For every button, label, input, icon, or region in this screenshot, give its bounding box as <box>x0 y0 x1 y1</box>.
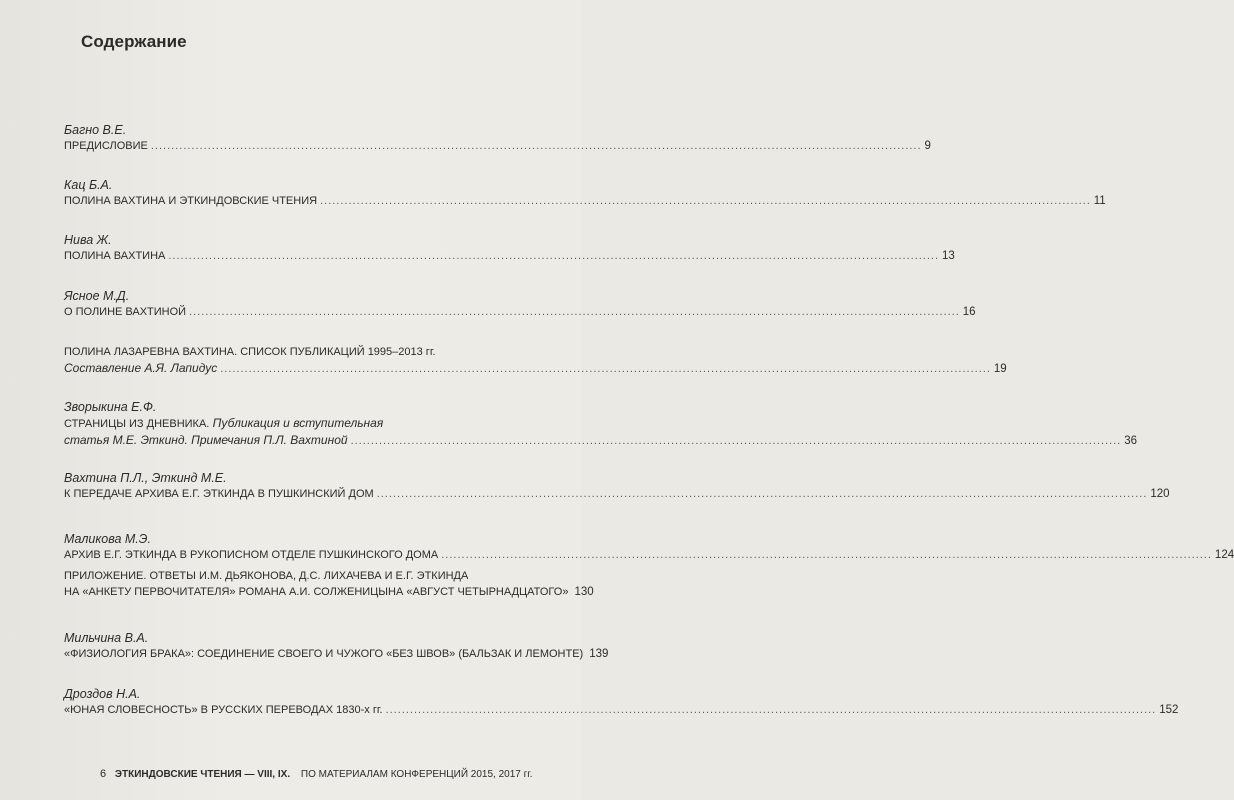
toc-entry <box>64 122 931 154</box>
toc-title: ПРЕДИСЛОВИЕ <box>64 140 148 152</box>
toc-title: НА «АНКЕТУ ПЕРВОЧИТАТЕЛЯ» РОМАНА А.И. СОЛЖЕНИЦЫНА «АВГУСТ ЧЕТЫРНАДЦАТОГО» <box>64 586 569 598</box>
dot-leader <box>386 702 1157 718</box>
toc-page-number: 124 <box>1214 549 1234 561</box>
toc-page-number: 16 <box>962 306 976 318</box>
toc-compiler: Составление А.Я. Лапидус <box>64 361 218 375</box>
toc-title: ПОЛИНА ВАХТИНА И ЭТКИНДОВСКИЕ ЧТЕНИЯ <box>64 195 318 207</box>
footer-subtitle: ПО МАТЕРИАЛАМ КОНФЕРЕНЦИЙ 2015, 2017 гг. <box>300 769 533 780</box>
toc-line[interactable] <box>64 248 955 264</box>
toc-line[interactable] <box>64 432 1138 449</box>
toc-entry <box>64 531 1234 563</box>
toc-author: Маликова М.Э. <box>64 532 151 546</box>
toc-author: Ясное М.Д. <box>64 289 130 303</box>
dot-leader <box>151 138 922 154</box>
footer-page-number: 6 <box>100 768 107 780</box>
toc-entry <box>64 686 1179 718</box>
toc-author: Зворыкина Е.Ф. <box>64 400 157 414</box>
dot-leader <box>189 304 960 320</box>
toc-page-number: 19 <box>993 363 1007 375</box>
toc-entry <box>64 568 594 600</box>
toc-entry <box>64 177 1106 209</box>
toc-author: Мильчина В.А. <box>64 631 149 645</box>
toc-title: ПОЛИНА ЛАЗАРЕВНА ВАХТИНА. СПИСОК ПУБЛИКАЦИЙ 1995–2013 гг. <box>64 346 436 358</box>
toc-page-number: 130 <box>574 586 594 598</box>
toc-page-number: 120 <box>1150 488 1170 500</box>
toc-title: «ЮНАЯ СЛОВЕСНОСТЬ» В РУССКИХ ПЕРЕВОДАХ 1830-х гг. <box>64 704 383 716</box>
toc-line[interactable] <box>64 702 1179 718</box>
toc-page-number: 11 <box>1093 195 1106 207</box>
dot-leader <box>441 547 1212 563</box>
page-title: Содержание <box>81 32 187 51</box>
toc-page-number: 152 <box>1159 704 1179 716</box>
dot-leader <box>168 248 939 264</box>
toc-title: К ПЕРЕДАЧЕ АРХИВА Е.Г. ЭТКИНДА В ПУШКИНСКИЙ ДОМ <box>64 488 374 500</box>
toc-title: «ФИЗИОЛОГИЯ БРАКА»: СОЕДИНЕНИЕ СВОЕГО И ЧУЖОГО «БЕЗ ШВОВ» (БАЛЬЗАК И ЛЕМОНТЕ) <box>64 648 584 660</box>
toc-entry <box>64 399 1138 449</box>
toc-title: О ПОЛИНЕ ВАХТИНОЙ <box>64 306 187 318</box>
toc-line[interactable] <box>64 138 931 154</box>
toc-title: ПОЛИНА ВАХТИНА <box>64 250 166 262</box>
toc-line[interactable] <box>64 304 976 320</box>
dot-leader <box>351 433 1122 449</box>
toc-page-number: 9 <box>924 140 931 152</box>
toc-page-number: 36 <box>1124 435 1138 447</box>
toc-page-number: 139 <box>589 648 609 660</box>
toc-author: Кац Б.А. <box>64 178 113 192</box>
page-footer <box>100 768 532 780</box>
toc-title: ПРИЛОЖЕНИЕ. ОТВЕТЫ И.М. ДЬЯКОНОВА, Д.С. ЛИХАЧЕВА И Е.Г. ЭТКИНДА <box>64 570 469 582</box>
toc-line[interactable] <box>64 360 1007 377</box>
toc-line[interactable] <box>64 584 594 600</box>
toc-line[interactable] <box>64 547 1234 563</box>
toc-line[interactable] <box>64 193 1106 209</box>
toc-entry <box>64 630 609 662</box>
toc-author: Нива Ж. <box>64 233 112 247</box>
toc-entry <box>64 344 1007 377</box>
toc-author: Багно В.Е. <box>64 123 127 137</box>
toc-author: Дроздов Н.А. <box>64 687 141 701</box>
toc-entry <box>64 470 1170 502</box>
toc-title-line <box>64 415 554 432</box>
toc-title: АРХИВ Е.Г. ЭТКИНДА В РУКОПИСНОМ ОТДЕЛЕ ПУШКИНСКОГО ДОМА <box>64 549 439 561</box>
footer-series-title: ЭТКИНДОВСКИЕ ЧТЕНИЯ — VIII, IX. <box>114 769 291 780</box>
toc-page-number: 13 <box>942 250 955 262</box>
toc-author: Вахтина П.Л., Эткинд М.Е. <box>64 471 227 485</box>
dot-leader <box>220 361 991 377</box>
toc-title: СТРАНИЦЫ ИЗ ДНЕВНИКА. <box>64 418 210 430</box>
toc-line[interactable] <box>64 486 1170 502</box>
toc-entry <box>64 232 955 264</box>
dot-leader <box>320 193 1091 209</box>
toc-credits: Публикация и вступительная <box>209 416 384 430</box>
dot-leader <box>377 486 1148 502</box>
toc-line[interactable] <box>64 646 609 662</box>
toc-credits: статья М.Е. Эткинд. Примечания П.Л. Вахтиной <box>64 433 348 447</box>
toc-entry <box>64 288 976 320</box>
